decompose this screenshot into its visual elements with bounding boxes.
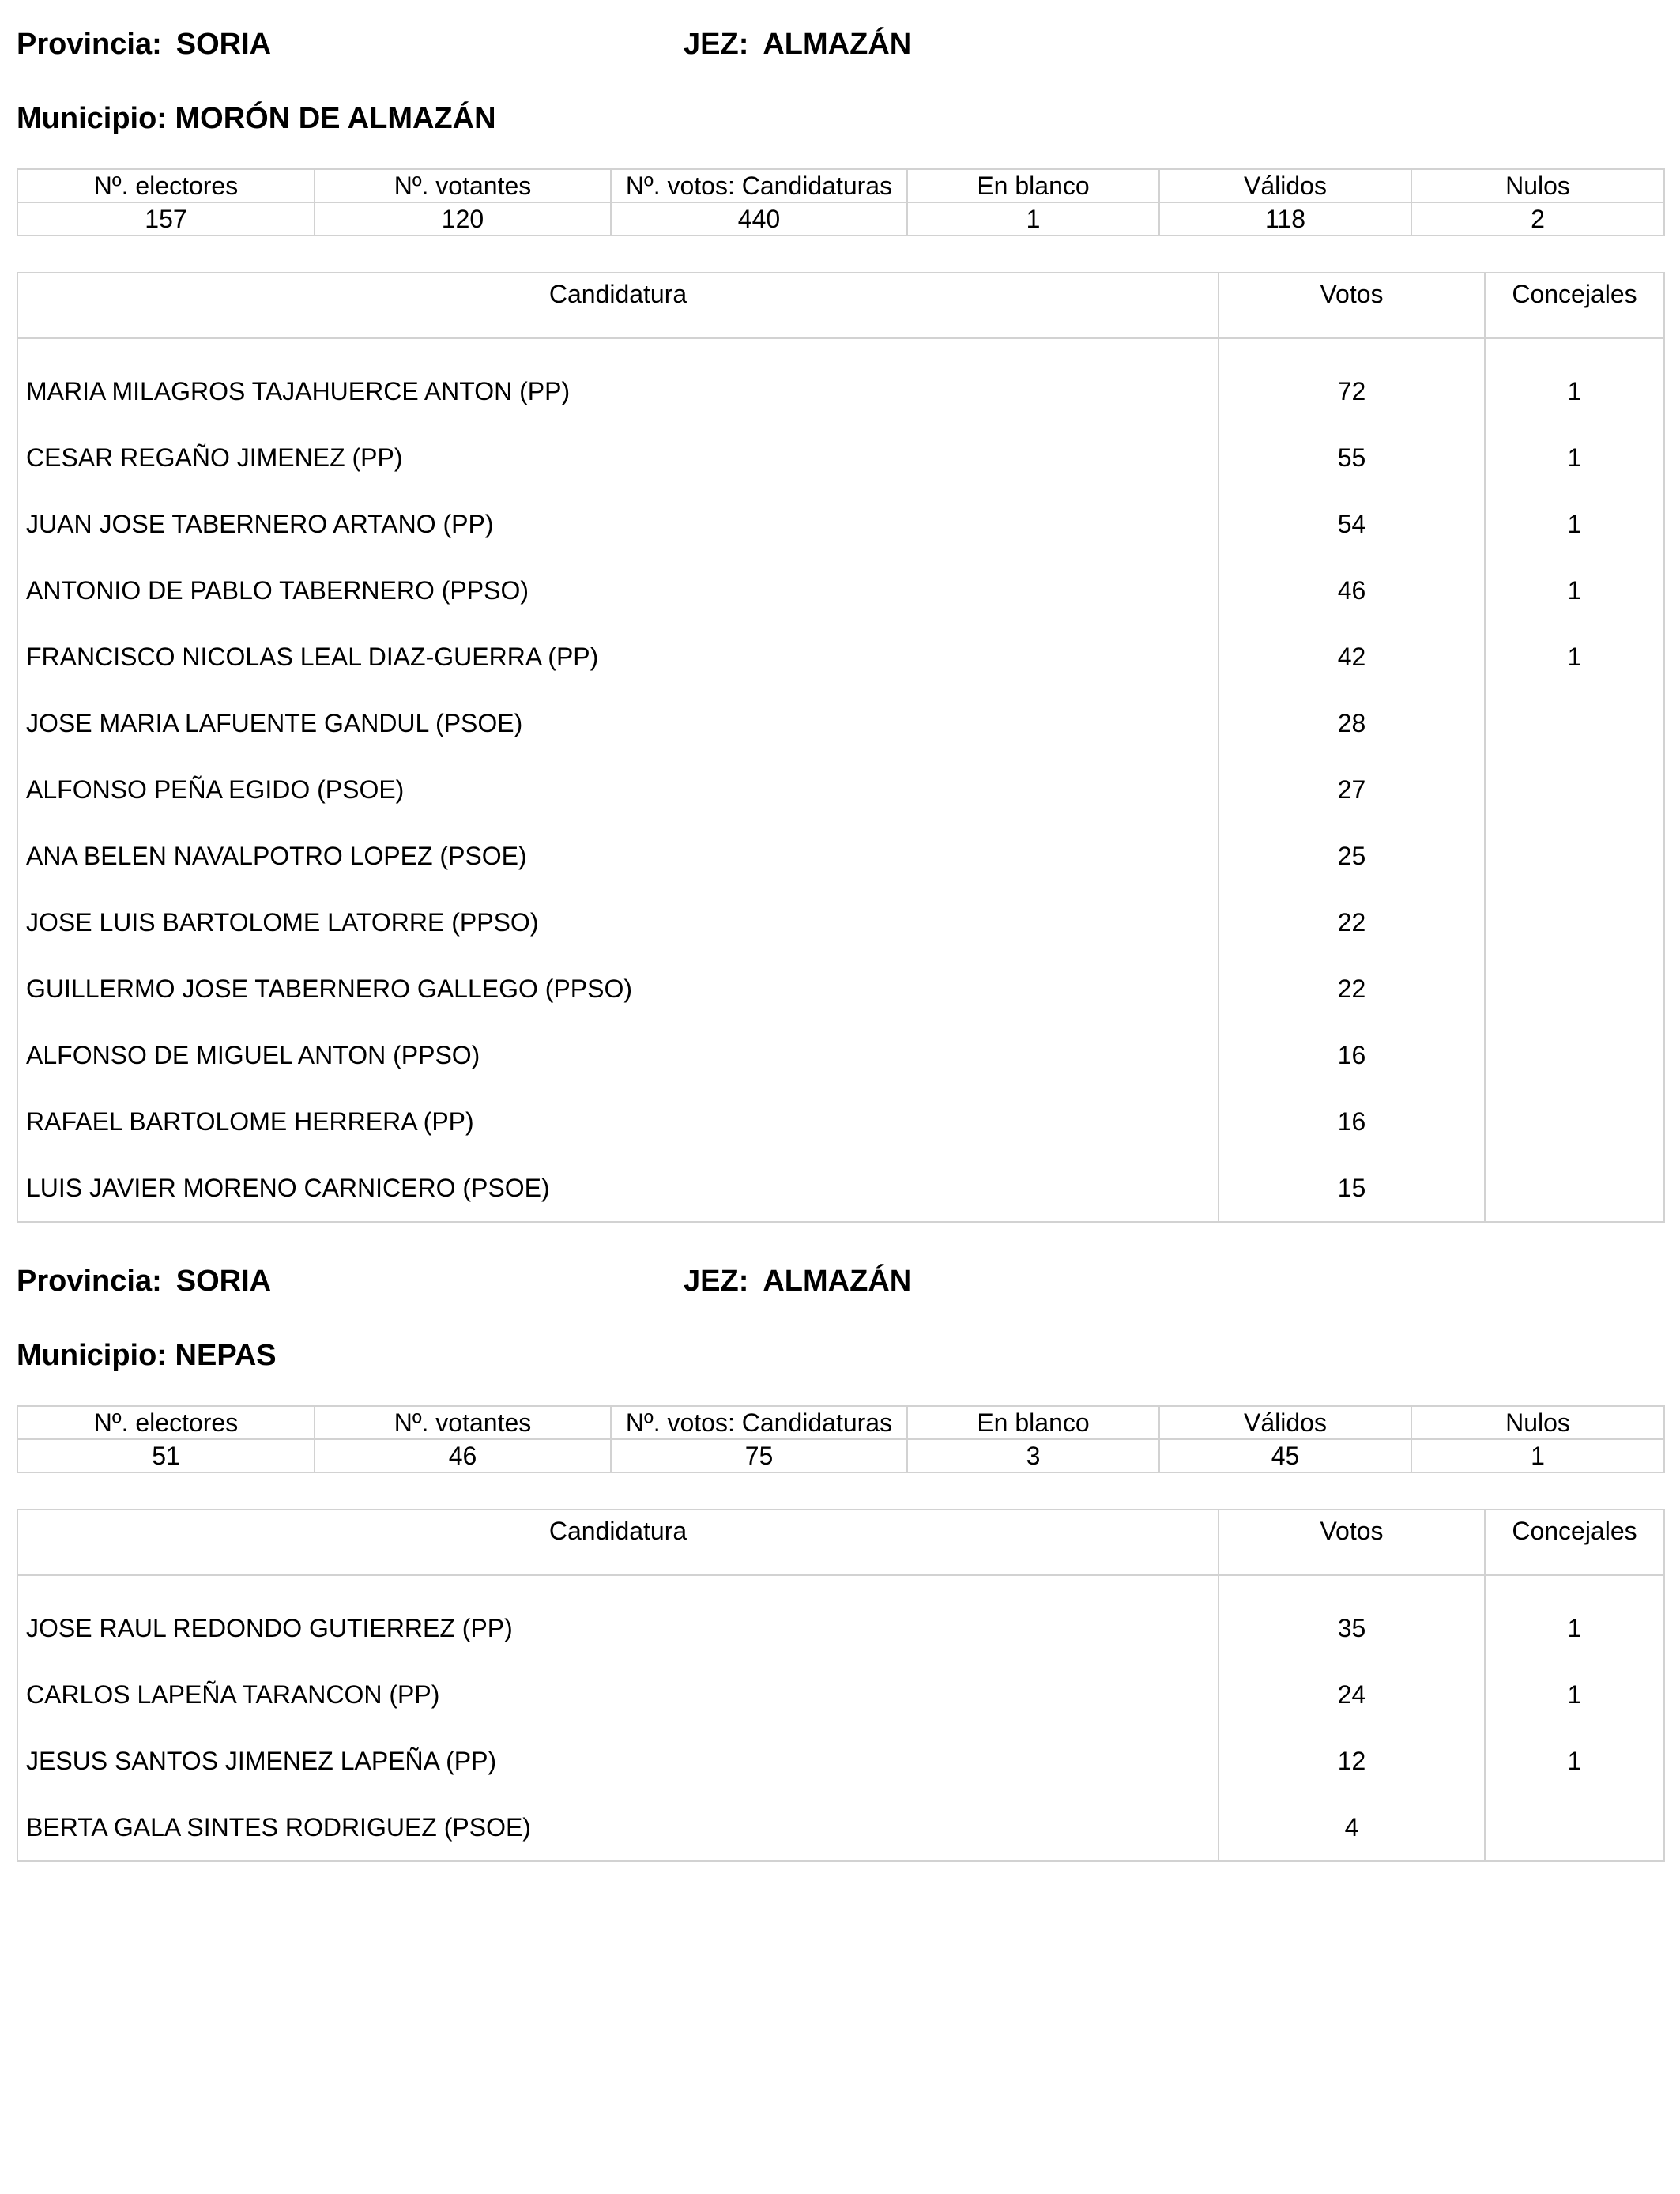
provincia-value: SORIA [175,1265,272,1298]
candidate-concejales [1485,1088,1664,1155]
candidate-name: CESAR REGAÑO JIMENEZ (PP) [17,424,1219,491]
table-row [17,1794,1664,1861]
candidate-name: FRANCISCO NICOLAS LEAL DIAZ-GUERRA (PP) [17,624,1219,690]
summary-value-cell: 1 [907,202,1159,236]
candidate-name: CARLOS LAPEÑA TARANCON (PP) [17,1661,1219,1728]
provincia-label: Provincia: [17,28,162,61]
candidates-table [17,272,1665,1223]
table-row [17,690,1664,756]
summary-value-cell: 51 [17,1439,315,1472]
candidate-concejales: 1 [1485,338,1664,424]
candidate-votes: 55 [1219,424,1485,491]
summary-value-cell: 157 [17,202,315,236]
table-row [17,1575,1664,1661]
candidate-concejales [1485,1794,1664,1861]
table-row [17,1728,1664,1794]
summary-header-cell: Nulos [1411,169,1664,202]
candidate-name: ANA BELEN NAVALPOTRO LOPEZ (PSOE) [17,823,1219,889]
candidate-name: JESUS SANTOS JIMENEZ LAPEÑA (PP) [17,1728,1219,1794]
summary-value-cell: 118 [1159,202,1411,236]
candidate-votes: 16 [1219,1022,1485,1088]
candidate-votes: 22 [1219,889,1485,956]
candidate-votes: 16 [1219,1088,1485,1155]
table-row [17,1088,1664,1155]
jez-value: ALMAZÁN [763,1265,912,1298]
candidate-votes: 46 [1219,557,1485,624]
summary-value-row [17,1439,1664,1472]
summary-header-cell: Nº. votantes [315,1406,611,1439]
candidate-votes: 24 [1219,1661,1485,1728]
summary-header-cell: En blanco [907,169,1159,202]
table-row [17,889,1664,956]
jez-label: JEZ: [684,1265,749,1298]
table-row [17,956,1664,1022]
table-row [17,557,1664,624]
candidate-votes: 27 [1219,756,1485,823]
candidate-concejales [1485,690,1664,756]
summary-header-cell: Nulos [1411,1406,1664,1439]
candidate-name: MARIA MILAGROS TAJAHUERCE ANTON (PP) [17,338,1219,424]
candidate-votes: 22 [1219,956,1485,1022]
summary-header-cell: Nº. votantes [315,169,611,202]
summary-value-cell: 120 [315,202,611,236]
jez-label: JEZ: [684,28,749,61]
summary-value-cell: 3 [907,1439,1159,1472]
candidate-name: JOSE LUIS BARTOLOME LATORRE (PPSO) [17,889,1219,956]
municipio-heading [17,1338,277,1373]
summary-value-cell: 440 [611,202,907,236]
candidate-votes: 35 [1219,1575,1485,1661]
summary-header-cell: Nº. electores [17,1406,315,1439]
candidate-name: JUAN JOSE TABERNERO ARTANO (PP) [17,491,1219,557]
summary-table [17,168,1665,236]
summary-header-cell: En blanco [907,1406,1159,1439]
municipio-label: Municipio: [17,1339,167,1372]
summary-value-cell: 75 [611,1439,907,1472]
candidate-name: ALFONSO DE MIGUEL ANTON (PPSO) [17,1022,1219,1088]
candidate-name: ANTONIO DE PABLO TABERNERO (PPSO) [17,557,1219,624]
municipio-value: MORÓN DE ALMAZÁN [175,102,496,135]
candidate-concejales [1485,956,1664,1022]
summary-header-row [17,169,1664,202]
candidate-votes: 15 [1219,1155,1485,1222]
candidate-concejales: 1 [1485,624,1664,690]
provincia-heading [17,27,271,62]
municipio-value: NEPAS [175,1339,277,1372]
summary-value-cell: 46 [315,1439,611,1472]
municipio-heading [17,101,496,136]
candidate-name: BERTA GALA SINTES RODRIGUEZ (PSOE) [17,1794,1219,1861]
summary-table [17,1405,1665,1473]
provincia-label: Provincia: [17,1265,162,1298]
candidate-name: JOSE RAUL REDONDO GUTIERREZ (PP) [17,1575,1219,1661]
candidate-concejales [1485,823,1664,889]
table-row [17,624,1664,690]
summary-value-cell: 45 [1159,1439,1411,1472]
candidatura-header: Candidatura [17,1510,1219,1575]
candidate-name: ALFONSO PEÑA EGIDO (PSOE) [17,756,1219,823]
candidates-header-row [17,1510,1664,1575]
summary-value-cell: 2 [1411,202,1664,236]
candidate-concejales: 1 [1485,1575,1664,1661]
summary-value-row [17,202,1664,236]
summary-header-cell: Válidos [1159,1406,1411,1439]
candidate-concejales: 1 [1485,557,1664,624]
candidate-concejales: 1 [1485,424,1664,491]
candidate-votes: 25 [1219,823,1485,889]
candidate-votes: 4 [1219,1794,1485,1861]
candidate-votes: 54 [1219,491,1485,557]
provincia-heading [17,1264,271,1299]
candidate-votes: 42 [1219,624,1485,690]
table-row [17,1661,1664,1728]
candidate-concejales [1485,756,1664,823]
summary-header-row [17,1406,1664,1439]
summary-header-cell: Válidos [1159,169,1411,202]
jez-heading [684,1264,911,1299]
table-row [17,1022,1664,1088]
table-row [17,756,1664,823]
table-row [17,338,1664,424]
candidate-votes: 72 [1219,338,1485,424]
candidate-name: LUIS JAVIER MORENO CARNICERO (PSOE) [17,1155,1219,1222]
candidate-concejales [1485,1022,1664,1088]
jez-value: ALMAZÁN [763,28,912,61]
votos-header: Votos [1219,1510,1485,1575]
jez-heading [684,27,911,62]
candidate-votes: 12 [1219,1728,1485,1794]
provincia-value: SORIA [175,28,272,61]
candidate-concejales [1485,889,1664,956]
table-row [17,424,1664,491]
concejales-header: Concejales [1485,1510,1664,1575]
candidate-concejales: 1 [1485,491,1664,557]
candidatura-header: Candidatura [17,273,1219,338]
table-row [17,823,1664,889]
candidate-name: JOSE MARIA LAFUENTE GANDUL (PSOE) [17,690,1219,756]
candidates-header-row [17,273,1664,338]
summary-value-cell: 1 [1411,1439,1664,1472]
summary-header-cell: Nº. votos: Candidaturas [611,1406,907,1439]
summary-header-cell: Nº. electores [17,169,315,202]
candidate-name: GUILLERMO JOSE TABERNERO GALLEGO (PPSO) [17,956,1219,1022]
concejales-header: Concejales [1485,273,1664,338]
candidate-concejales [1485,1155,1664,1222]
candidate-name: RAFAEL BARTOLOME HERRERA (PP) [17,1088,1219,1155]
summary-header-cell: Nº. votos: Candidaturas [611,169,907,202]
candidate-concejales: 1 [1485,1661,1664,1728]
table-row [17,491,1664,557]
table-row [17,1155,1664,1222]
municipio-label: Municipio: [17,102,167,135]
candidates-table [17,1509,1665,1862]
candidate-votes: 28 [1219,690,1485,756]
candidate-concejales: 1 [1485,1728,1664,1794]
votos-header: Votos [1219,273,1485,338]
